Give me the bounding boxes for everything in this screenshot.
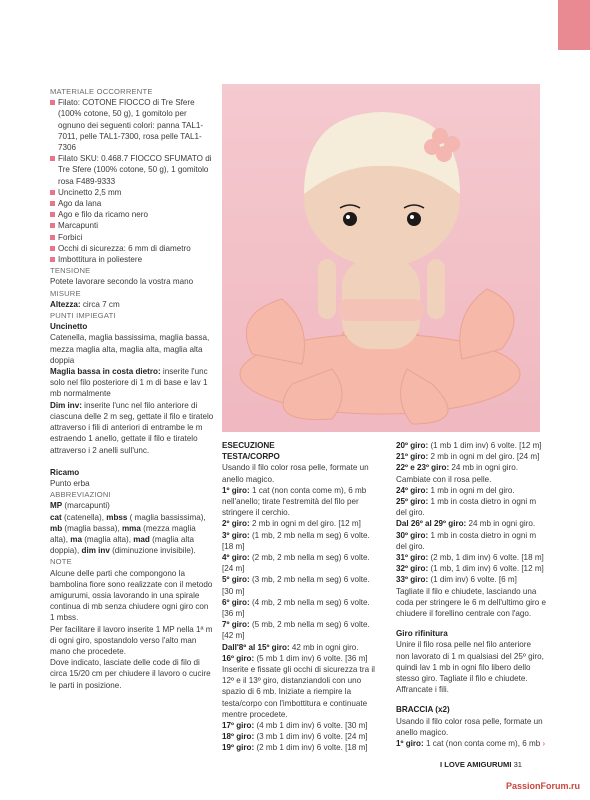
round-line: 6º giro: (4 mb, 2 mb nella m seg) 6 volte. [36 m] — [222, 597, 370, 619]
dim-inv-line: Dim inv: inserite l'unc nel filo anteriore di ciascuna delle 2 m seg, gettate il filo e tiratelo attraverso i fili di anteriori di entrambe le m estraendo 1 anello, gettate il filo e tiratelo attraverso i 2 anelli sull'unc. — [50, 400, 214, 455]
rounds-list-3 — [396, 440, 546, 474]
material-item: Ago da lana — [50, 198, 215, 209]
braccia-heading: BRACCIA (x2) — [396, 705, 450, 715]
round-line: 31º giro: (2 mb, 1 dim inv) 6 volte. [18 m] — [396, 553, 544, 563]
material-item: Uncinetto 2,5 mm — [50, 187, 215, 198]
ricamo-text: Punto erba — [50, 478, 90, 488]
bullet-square-icon — [50, 212, 55, 217]
instructions-column-2 — [396, 440, 546, 749]
round-line: Dal 26º al 29º giro: 24 mb in ogni giro. — [396, 519, 536, 529]
rounds-list — [222, 485, 376, 664]
round-line: 22º e 23º giro: 24 mb in ogni giro. — [396, 463, 518, 473]
round-line: 4º giro: (2 mb, 2 mb nella m seg) 6 volte. [24 m] — [222, 553, 370, 574]
continue-arrow-icon: › — [542, 739, 546, 749]
intro-text: Usando il filo color rosa pelle, formate un anello magico. — [222, 463, 369, 484]
rounds-list-2 — [222, 720, 376, 754]
round-line: 20º giro: (1 mb 1 dim inv) 6 volte. [12 m] — [396, 441, 542, 450]
section-title-tensione: TENSIONE — [50, 266, 91, 276]
bullet-square-icon — [50, 100, 55, 105]
round-line: 19º giro: (2 mb 1 dim inv) 6 volte. [18 m] — [222, 743, 368, 753]
section-title-note: NOTE — [50, 557, 72, 567]
bullet-square-icon — [50, 201, 55, 206]
round-line: 21º giro: 2 mb in ogni m del giro. [24 m] — [396, 452, 540, 462]
page-footer: I LOVE AMIGURUMI 31 — [440, 760, 523, 769]
round-line: 32º giro: (1 mb, 1 dim inv) 6 volte. [12 m] — [396, 564, 544, 574]
round-line: 25º giro: 1 mb in costa dietro in ogni m del giro. — [396, 497, 537, 518]
uncinetto-label: Uncinetto — [50, 322, 88, 332]
bullet-square-icon — [50, 223, 55, 228]
round-line: 30º giro: 1 mb in costa dietro in ogni m del giro. — [396, 530, 537, 551]
materials-list — [50, 97, 215, 265]
braccia-text: Usando il filo color rosa pelle, formate un anello magico. — [396, 716, 543, 737]
bullet-square-icon — [50, 257, 55, 262]
round-line: 7º giro: (5 mb, 2 mb nella m seg) 6 volte. [42 m] — [222, 620, 370, 641]
altezza-line: Altezza: circa 7 cm — [50, 299, 120, 309]
round-line: 1º giro: 1 cat (non conta come m), 6 mb nell'anello; tirate l'estremità del filo per stringere il cerchio. — [222, 485, 367, 518]
bullet-square-icon — [50, 190, 55, 195]
material-item: Ago e filo da ricamo nero — [50, 209, 215, 220]
round-line: 16º giro: (5 mb 1 dim inv) 6 volte. [36 m] — [222, 653, 368, 663]
round-line: 3º giro: (1 mb, 2 mb nella m seg) 6 volte. [18 m] — [222, 530, 370, 551]
testa-corpo-heading: TESTA/CORPO — [222, 452, 280, 462]
section-title-materiale: MATERIALE OCCORRENTE — [50, 87, 153, 96]
giro-rifinitura-text: Unire il filo rosa pelle nel filo anteriore non lavorato di 1 m qualsiasi del 25º giro, quindi lav 1 mb in ogni filo libero dello stesso giro. Tagliate il filo e chiudete. Affrancate i fili. — [396, 640, 544, 695]
ricamo-label: Ricamo — [50, 467, 80, 477]
bullet-square-icon — [50, 156, 55, 161]
round-line: 18º giro: (3 mb 1 dim inv) 6 volte. [24 m] — [222, 732, 368, 742]
watermark: PassionForum.ru — [505, 781, 580, 791]
material-item: Imbottitura in poliestere — [50, 254, 215, 265]
tagliate-text: Tagliate il filo e chiudete, lasciando una coda per stringere le 6 m dell'ultimo giro e chiudere il forellino centrale con l'ago. — [396, 586, 547, 619]
round-line: 33º giro: (1 dim inv) 6 volte. [6 m] — [396, 575, 517, 585]
uncinetto-text: Catenella, maglia bassissima, maglia bassa, mezza maglia alta, maglia alta, maglia alta doppia — [50, 333, 210, 365]
mb-costa-line: Maglia bassa in costa dietro: inserite l'unc solo nel filo posteriore di 1 m di base e lav 1 mb normalmente — [50, 367, 208, 399]
round-line: 2º giro: 2 mb in ogni m del giro. [12 m] — [222, 519, 361, 529]
page-tab — [558, 0, 590, 50]
round-line: Dall'8º al 15º giro: 42 mb in ogni giro. — [222, 642, 359, 652]
braccia-round-1: 1º giro: 1 cat (non conta come m), 6 mb › — [396, 739, 546, 749]
instructions-column-1 — [222, 440, 376, 754]
material-item: Filato: COTONE FIOCCO di Tre Sfere (100% cotone, 50 g), 1 gomitolo per ognuno dei seguenti colori: panna TAL1-7011, pelle TAL1-7300, rosa pelle TAL1-7306 — [50, 97, 215, 153]
material-item: Forbici — [50, 232, 215, 243]
round-line: 5º giro: (3 mb, 2 mb nella m seg) 6 volte. [30 m] — [222, 575, 370, 596]
doll-illustration — [222, 84, 540, 432]
bullet-square-icon — [50, 235, 55, 240]
material-item: Filato SKU: 0.468.7 FIOCCO SFUMATO di Tre Sfere (100% cotone, 50 g), 1 gomitolo rosa F489-9333 — [50, 153, 215, 187]
round-line: 24º giro: 1 mb in ogni m del giro. — [396, 485, 515, 495]
rounds-list-4 — [396, 485, 546, 586]
amigurumi-doll-photo — [222, 84, 540, 432]
note-paragraph-1: Alcune delle parti che compongono la bambolina fiore sono realizzate con il metodo amigurumi, ossia lavorando in una spirale continua di mb senza chiudere ogni giro con 1 mbss. — [50, 568, 213, 623]
material-item: Marcapunti — [50, 220, 215, 231]
note-paragraph-2: Per facilitare il lavoro inserite 1 MP nella 1ª m di ogni giro, spostandolo verso l'alto man mano che procedete. — [50, 624, 213, 656]
material-item: Occhi di sicurezza: 6 mm di diametro — [50, 243, 215, 254]
eyes-paragraph: Inserite e fissate gli occhi di sicurezza tra il 12º e il 13º giro, distanziandoli con uno spazio di 6 mb. Iniziate a riempire la testa/corpo con l'imbottitura e continuate mentre procedete. — [222, 665, 375, 719]
bullet-square-icon — [50, 246, 55, 251]
giro-rifinitura-heading: Giro rifinitura — [396, 629, 448, 639]
esecuzione-heading: ESECUZIONE — [222, 441, 275, 450]
section-title-misure: MISURE — [50, 288, 81, 298]
abbreviazioni-text: MP (marcapunti) cat (catenella), mbss ( maglia bassissima), mb (maglia bassa), mma (mezza maglia alta), ma (maglia alta), mad (maglia alta doppia), dim inv (diminuzione invisibile). — [50, 501, 206, 556]
section-title-abbreviazioni: ABBREVIAZIONI — [50, 490, 111, 500]
note-paragraph-3: Dove indicato, lasciate delle code di filo di circa 15/20 cm per chiudere il lavoro o cucire le parti in posizione. — [50, 658, 211, 690]
materials-column — [50, 86, 215, 691]
round-line: 17º giro: (4 mb 1 dim inv) 6 volte. [30 m] — [222, 721, 368, 731]
section-title-punti: PUNTI IMPIEGATI — [50, 311, 116, 321]
cambiate-text: Cambiate con il rosa pelle. — [396, 474, 492, 484]
tensione-text: Potete lavorare secondo la vostra mano — [50, 277, 194, 287]
